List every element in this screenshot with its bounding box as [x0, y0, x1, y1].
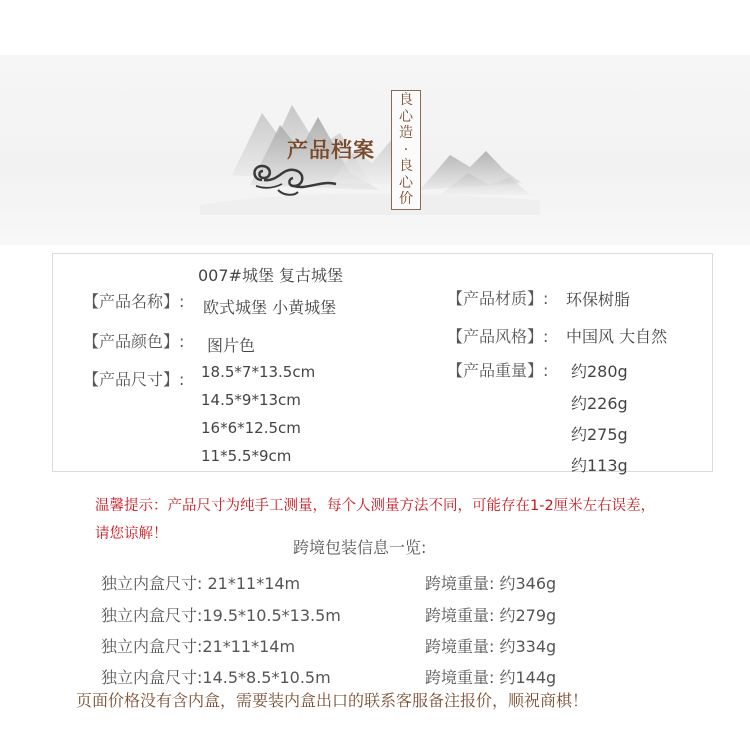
banner-title: 产品档案 [287, 137, 375, 162]
product-weight-2: 约226g [571, 394, 628, 413]
product-name-line2: 欧式城堡 小黄城堡 [203, 298, 337, 317]
product-name-line1: 007#城堡 复古城堡 [198, 266, 344, 285]
product-size-4: 11*5.5*9cm [201, 447, 292, 465]
product-weight-3: 约275g [571, 425, 628, 444]
product-weight-1: 约280g [571, 362, 628, 381]
product-size-3: 16*6*12.5cm [201, 419, 301, 437]
cross-border-box-2: 独立内盒尺寸:19.5*10.5*13.5m [101, 606, 341, 625]
product-style-label: 【产品风格】: [447, 327, 549, 346]
seal-text: 良心造·良心价 [399, 92, 413, 207]
notice-line1: 温馨提示：产品尺寸为纯手工测量，每个人测量方法不同，可能存在1-2厘米左右误差， [95, 498, 656, 514]
notice-line2: 请您谅解！ [95, 526, 168, 542]
cross-border-weight-1: 跨境重量: 约346g [425, 574, 557, 593]
cross-border-box-1: 独立内盒尺寸: 21*11*14m [101, 574, 301, 593]
product-weight-4: 约113g [571, 456, 628, 475]
product-color-label: 【产品颜色】: [83, 332, 185, 351]
product-material-label: 【产品材质】: [447, 289, 549, 308]
cross-border-title: 跨境包装信息一览: [293, 538, 427, 557]
cross-border-weight-2: 跨境重量: 约279g [425, 606, 557, 625]
cross-border-box-3: 独立内盒尺寸:21*11*14m [101, 637, 296, 656]
product-weight-label: 【产品重量】: [447, 361, 549, 380]
product-name-label: 【产品名称】: [83, 292, 185, 311]
product-material-value: 环保树脂 [566, 290, 631, 309]
cross-border-weight-4: 跨境重量: 约144g [425, 668, 557, 687]
cross-border-weight-3: 跨境重量: 约334g [425, 637, 557, 656]
ink-mountains-illustration [0, 55, 750, 245]
product-style-value: 中国风 大自然 [566, 327, 668, 346]
footer-note: 页面价格没有含内盒，需要装内盒出口的联系客服备注报价，顺祝商棋！ [76, 691, 589, 710]
product-size-label: 【产品尺寸】: [83, 370, 185, 389]
product-size-2: 14.5*9*13cm [201, 391, 301, 409]
product-size-1: 18.5*7*13.5cm [201, 363, 316, 381]
product-color-value: 图片色 [207, 336, 256, 355]
cross-border-box-4: 独立内盒尺寸:14.5*8.5*10.5m [101, 668, 331, 687]
